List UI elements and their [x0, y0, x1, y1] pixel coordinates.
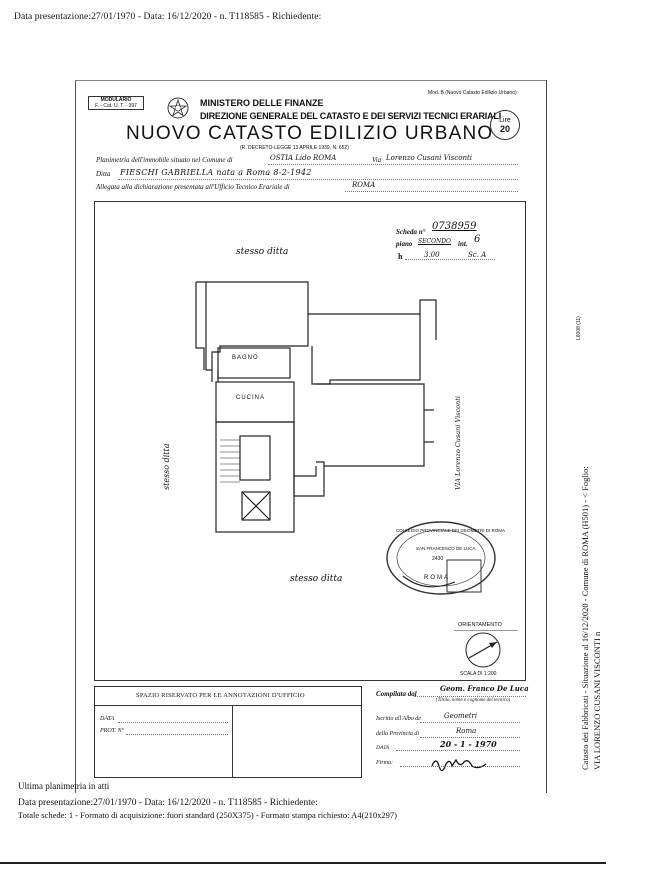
lire-badge [490, 110, 520, 140]
iscritto-label: Iscritto all'Albo de [376, 716, 421, 722]
scheda-label: Scheda n° [396, 228, 426, 236]
modulario-box [88, 96, 144, 110]
prot-label: PROT. N° [100, 728, 124, 734]
direction-title: DIREZIONE GENERALE DEL CATASTO E DEI SERVIZI TECNICI ERARIALI [200, 111, 501, 121]
ditta-label: Ditta [96, 170, 111, 178]
stesso-ditta-side: stesso ditta [162, 443, 171, 490]
stesso-ditta-bottom: stesso ditta [290, 574, 343, 584]
form-title: NUOVO CATASTO EDILIZIO URBANO [126, 123, 494, 144]
stamp-number: 2430 [432, 556, 444, 562]
stamp-text-inner: SAN FRANCESCO DE LUCA [416, 546, 476, 551]
compilata-sub: (Titolo, nome e cognome del tecnico) [436, 698, 511, 703]
form-right-edge [546, 80, 547, 793]
int-label: int. [458, 240, 468, 248]
allegata-value: ROMA [352, 181, 376, 189]
data2-value: 20 - 1 - 1970 [440, 739, 497, 749]
via-side-label: VIA Lorenzo Cusani Visconti [454, 396, 462, 490]
side-code: L6008 (11) [576, 316, 582, 340]
planimetria-label: Planimetria dell'immobile situato nel Comune di [96, 156, 233, 164]
stesso-ditta-top: stesso ditta [236, 247, 289, 257]
h-label: h [398, 252, 403, 261]
riservato-title: SPAZIO RISERVATO PER LE ANNOTAZIONI D'UFFICIO [136, 692, 305, 699]
h-value: 3.00 [424, 251, 440, 259]
iscritto-value: Geometri [444, 712, 478, 720]
provincia-label: della Provincia di [376, 731, 420, 737]
modulario-code: F. - Cat. U. T. - 397 [95, 103, 137, 109]
model-note: Mod. B (Nuovo Catasto Edilizio Urbano) [428, 90, 517, 96]
stamp-roma: ROMA [424, 575, 450, 581]
room-bagno: BAGNO [232, 355, 259, 361]
piano-value: SECONDO [418, 238, 451, 245]
decree-note: (R. DECRETO-LEGGE 13 APRILE 1939, N. 652) [240, 145, 349, 151]
comune-value: OSTIA Lido ROMA [270, 154, 337, 162]
republic-emblem-icon [166, 96, 190, 120]
riservato-divider [232, 706, 233, 778]
int-value: 6 [474, 234, 481, 245]
room-cucina: CUCINA [236, 395, 266, 401]
modulario-label: MODULARIO [100, 97, 132, 103]
ministry-title: MINISTERO DELLE FINANZE [200, 98, 324, 108]
provincia-value: Roma [456, 727, 477, 735]
ultima-planimetria: Ultima planimetria in atti [18, 781, 110, 791]
piano-label: piano [396, 240, 413, 248]
via-label: Via [372, 156, 382, 164]
allegata-label: Allegata alla dichiarazione presentata all'Ufficio Tecnico Erariale di [96, 183, 290, 191]
data2-label: DATA [376, 745, 390, 751]
side-line-2: VIA LORENZO CUSANI VISCONTI n [592, 631, 602, 770]
lire-label: Lire [499, 117, 511, 124]
scala-label: SCALA DI 1:200 [460, 671, 497, 677]
orientamento-label: ORIENTAMENTO [458, 622, 502, 628]
page-bottom-rule [0, 862, 606, 864]
compilata-label: Compilata dal [376, 690, 417, 698]
side-line-1: Catasto dei Fabbricati - Situazione al 16/12/2020 - Comune di ROMA (H501) - < Foglio: [580, 466, 590, 770]
firma-label: Firma: [376, 760, 393, 766]
via-value: Lorenzo Cusani Visconti [386, 154, 473, 162]
footer-line-1: Data presentazione:27/01/1970 - Data: 16/12/2020 - n. T118585 - Richiedente: [18, 798, 318, 808]
data-label: DATA [100, 716, 115, 722]
lire-value: 20 [499, 124, 510, 134]
presentation-header: Data presentazione:27/01/1970 - Data: 16/12/2020 - n. T118585 - Richiedente: [14, 12, 322, 22]
sca-value: Sc. A [468, 251, 487, 259]
compilata-value: Geom. Franco De Luca [440, 684, 529, 693]
footer-line-2: Totale schede: 1 - Formato di acquisizione: fuori standard (250X375) - Formato stampa richiesto: A4(210x297) [18, 810, 397, 820]
signature-image [430, 754, 490, 772]
stamp-text-outer: COLLEGIO PROVINCIALE DEI GEOMETRI DI ROMA [396, 528, 506, 533]
scheda-value: 0738959 [432, 221, 477, 232]
north-compass-icon [463, 630, 503, 670]
ditta-value: FIESCHI GABRIELLA nata a Roma 8-2-1942 [120, 168, 312, 177]
